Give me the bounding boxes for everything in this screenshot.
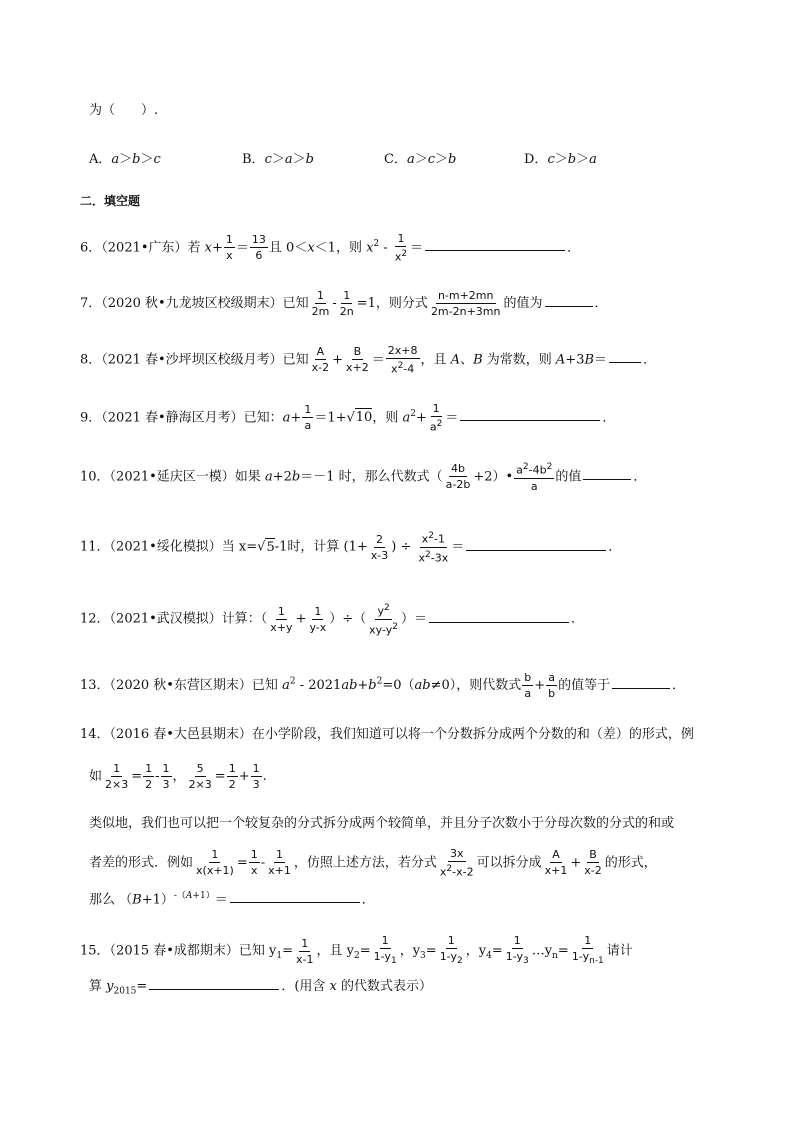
question-14-line3: 类似地，我们也可以把一个较复杂的分式拆分成两个较简单，并且分子次数小于分母次数的分式的和或 bbox=[89, 816, 675, 831]
question-9: 9．（2021 春•静海区月考）已知：a+ $\frac{1}{a}$ ＝1+√10，则 $a^2+$ $\frac{1}{a^2}$ ＝ ． bbox=[80, 402, 616, 434]
question-11: 11．（2021•绥化模拟）当 x=√5-1时，计算 (1+ $\frac{2}{x-3}$ ) ÷ $\frac{x^2-1}{x^2-3x}$ ＝ ． bbox=[80, 531, 622, 565]
section-title: 二．填空题 bbox=[80, 194, 141, 208]
q5-option-a: A．a＞b＞c bbox=[89, 152, 161, 167]
question-15-line1: 15．（2015 春•成都期末）已知 $y_1=$ $\frac{1}{x-1}$ ，且 $y_2=$ $\frac{1}{1-y_1}$ ，$y_3=$ $\frac{1}{1-y_2}$ ，$y_4=$ $\frac{1}{1-y_3}$ $\dots y_n=$ $\frac{1}{1-y_{n-1}}$ 请计 bbox=[80, 934, 633, 967]
q5-option-b: B．c＞a＞b bbox=[242, 152, 314, 167]
question-13: 13．（2020 秋•东营区期末）已知 $a^2 - 2021ab+b^2=0(ab\ne 0)$，则代数式 $\frac{b}{a}$ + $\frac{a}{b}$ 的值等于 ． bbox=[80, 671, 686, 700]
question-12: 12．（2021•武汉模拟）计算：（ $\frac{1}{x+y}$ + $\frac{1}{y-x}$ ）÷（ $\frac{y^2}{xy-y^2}$ ）＝ ． bbox=[80, 603, 585, 637]
question-6: 6．（2021•广东）若 x+ $\frac{1}{x}$ ＝ $\frac{13}{6}$ 且 0＜x＜1，则 $x^2$ - $\frac{1}{x^2}$ ＝ ． bbox=[80, 232, 581, 264]
q5-tail: 为（ ）. bbox=[89, 103, 159, 118]
q5-option-d: D．c＞b＞a bbox=[524, 152, 597, 167]
question-14-line5: 那么 $(B+1)^{-(A+1)}=$ ． bbox=[89, 887, 375, 909]
q5-option-c: C．a＞c＞b bbox=[384, 152, 457, 167]
question-14-line1: 14．（2016 春•大邑县期末）在小学阶段，我们知道可以将一个分数拆分成两个分数的和（差）的形式，例 bbox=[80, 727, 694, 742]
question-7: 7．（2020 秋•九龙坡区校级期末）已知 $\frac{1}{2m}$ - $\frac{1}{2n}$ =1，则分式 $\frac{n-m+2mn}{2m-2n+3mn}$ 的值为 ． bbox=[80, 289, 608, 318]
question-15-line2: 算 $y_{2015}=$ ．(用含 x 的代数式表示） bbox=[89, 975, 432, 1001]
question-14-line2: 如 $\frac{1}{2\times 3}$ = $\frac{1}{2}$ - $\frac{1}{3}$ ， $\frac{5}{2\times 3}$ = $\frac{1}{2}$ + $\frac{1}{3}$ . bbox=[89, 762, 267, 791]
question-14-line4: 者差的形式．例如 $\frac{1}{x(x+1)}$ = $\frac{1}{x}$ - $\frac{1}{x+1}$ ，仿照上述方法，若分式 $\frac{3x}{x^2-x-2}$ 可以拆分成 $\frac{A}{x+1}$ + $\frac{B}{x-2}$ 的形式， bbox=[89, 847, 657, 879]
question-10: 10．（2021•延庆区一模）如果 a+2b＝－1 时，那么代数式（ $\frac{4b}{a-2b}$ +2）• $\frac{a^2-4b^2}{a}$ 的值 ． bbox=[80, 462, 647, 493]
question-8: 8．（2021 春•沙坪坝区校级月考）已知 $\frac{A}{x-2}$ + $\frac{B}{x+2}$ ＝ $\frac{2x+8}{x^2-4}$ ，且 A、B 为常数，则 A+3B＝ ． bbox=[80, 344, 657, 376]
